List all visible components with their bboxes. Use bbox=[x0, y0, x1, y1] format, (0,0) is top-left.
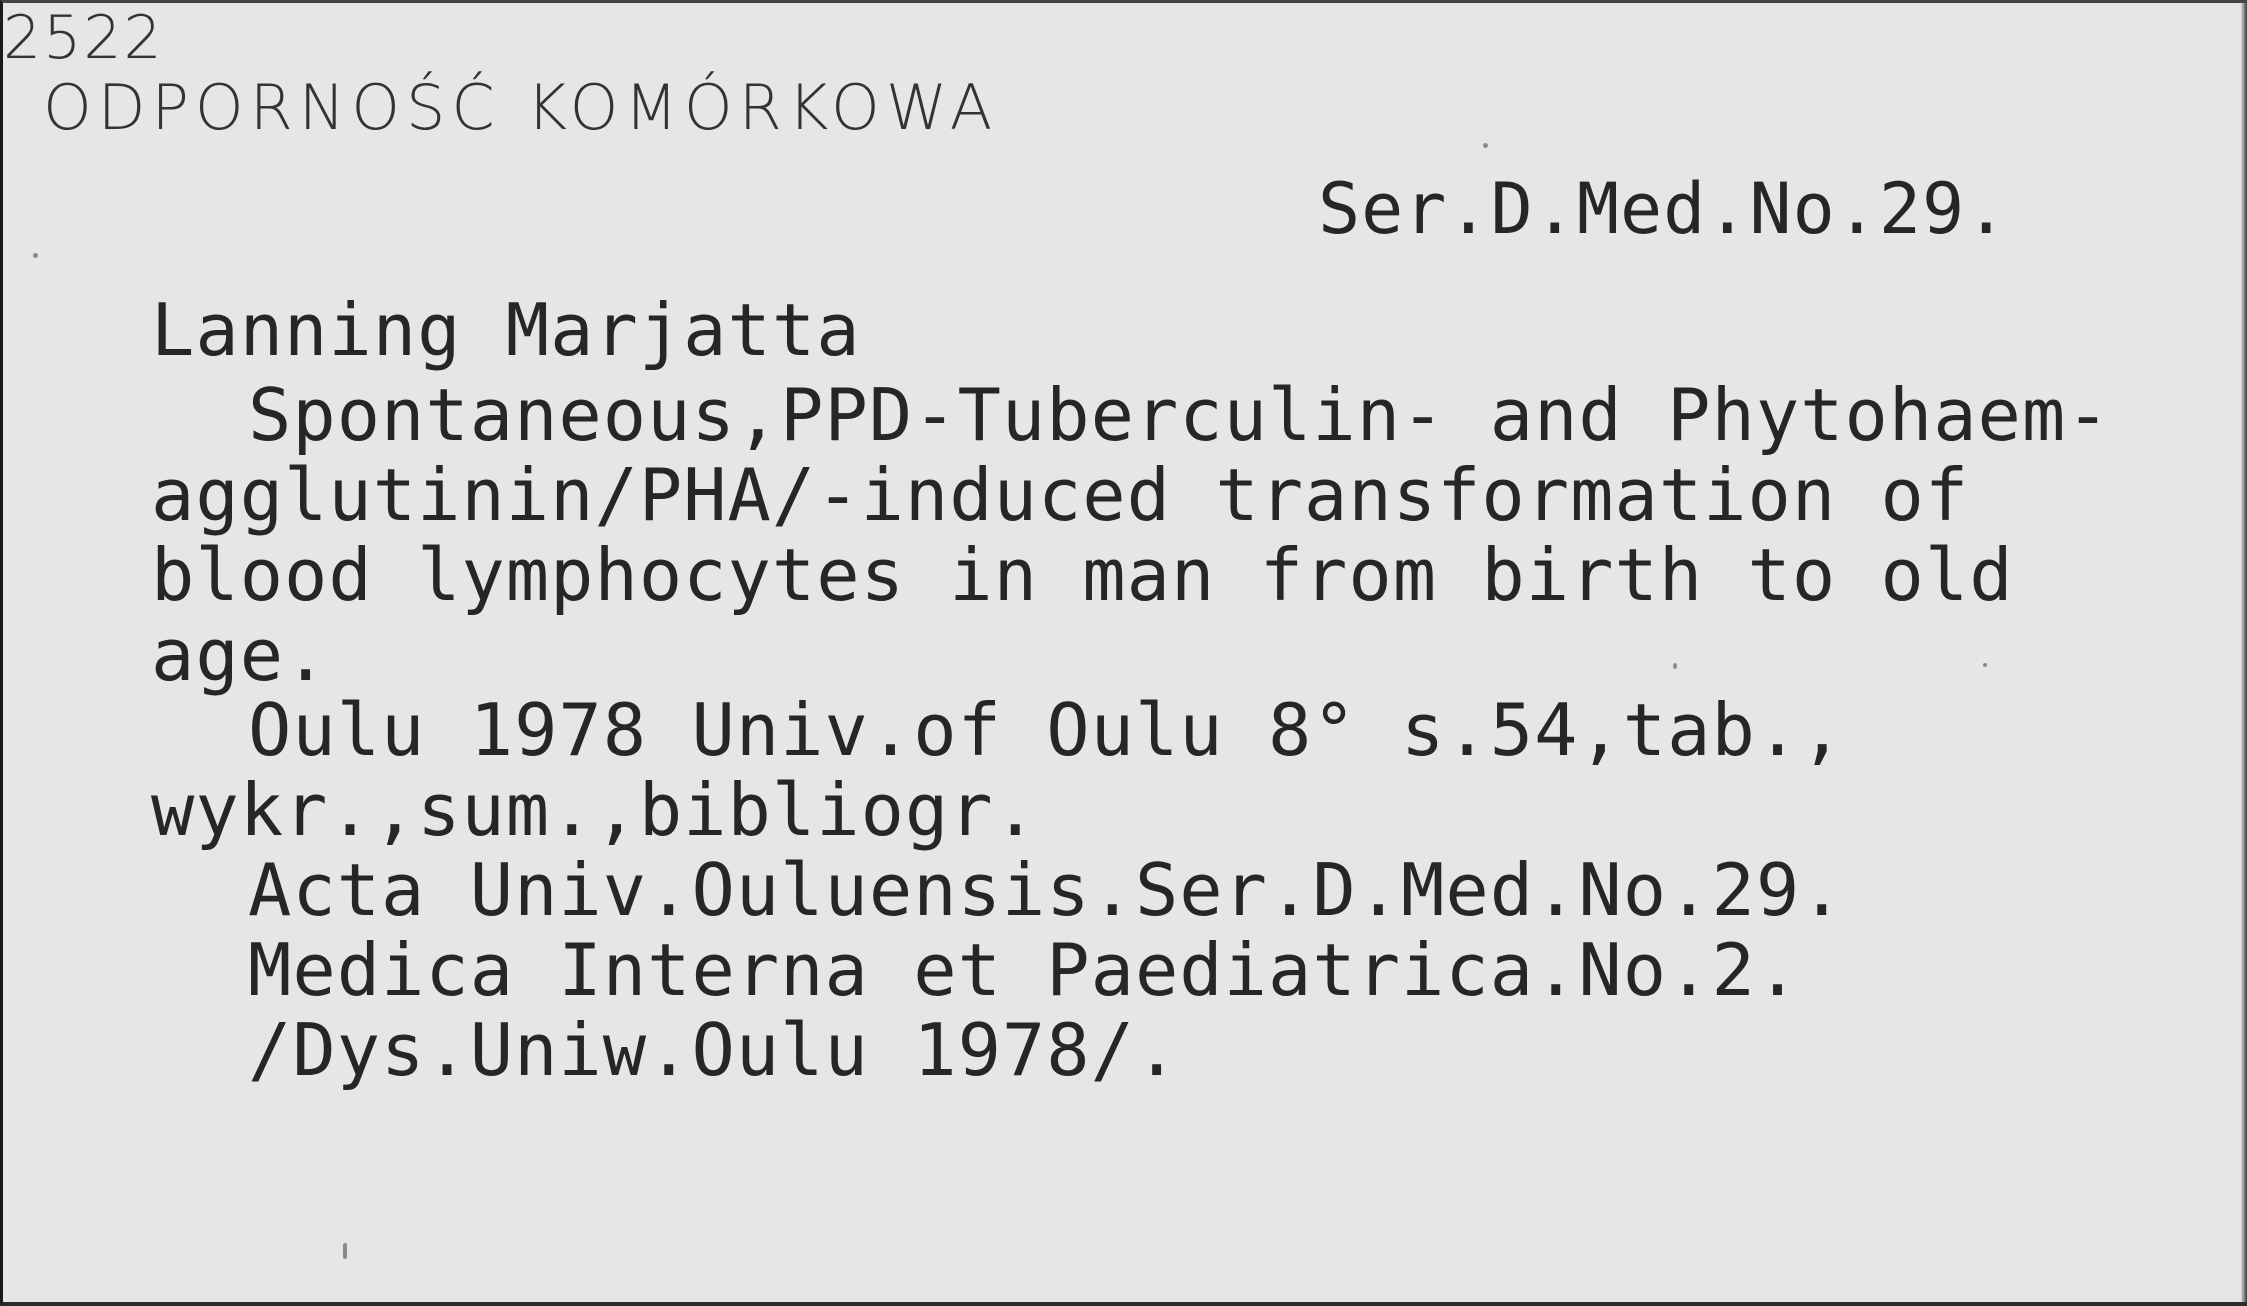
dust-speck bbox=[1983, 663, 1987, 667]
author-name: Lanning Marjatta bbox=[151, 288, 861, 372]
accession-number: 2522 bbox=[3, 3, 164, 73]
series-line-2: Medica Interna et Paediatrica.No.2. bbox=[248, 928, 1801, 1012]
imprint-line-2: wykr.,sum.,bibliogr. bbox=[151, 768, 1038, 852]
dust-speck bbox=[343, 1243, 347, 1259]
series-line-1: Acta Univ.Ouluensis.Ser.D.Med.No.29. bbox=[248, 848, 1845, 932]
title-line-4: age. bbox=[151, 613, 329, 697]
title-line-3: blood lymphocytes in man from birth to old bbox=[151, 533, 2014, 617]
title-line-1: Spontaneous,PPD-Tuberculin- and Phytohaem- bbox=[248, 373, 2111, 457]
dust-speck bbox=[1483, 143, 1488, 148]
title-line-2: agglutinin/PHA/-induced transformation of bbox=[151, 453, 1970, 537]
imprint-line-1: Oulu 1978 Univ.of Oulu 8° s.54,tab., bbox=[248, 688, 1845, 772]
dust-speck bbox=[33, 253, 38, 258]
series-note: Ser.D.Med.No.29. bbox=[1318, 168, 2009, 250]
subject-heading: ODPORNOŚĆ KOMÓRKOWA bbox=[43, 71, 999, 144]
dissertation-note: /Dys.Uniw.Oulu 1978/. bbox=[248, 1008, 1180, 1092]
dust-speck bbox=[1673, 663, 1677, 669]
